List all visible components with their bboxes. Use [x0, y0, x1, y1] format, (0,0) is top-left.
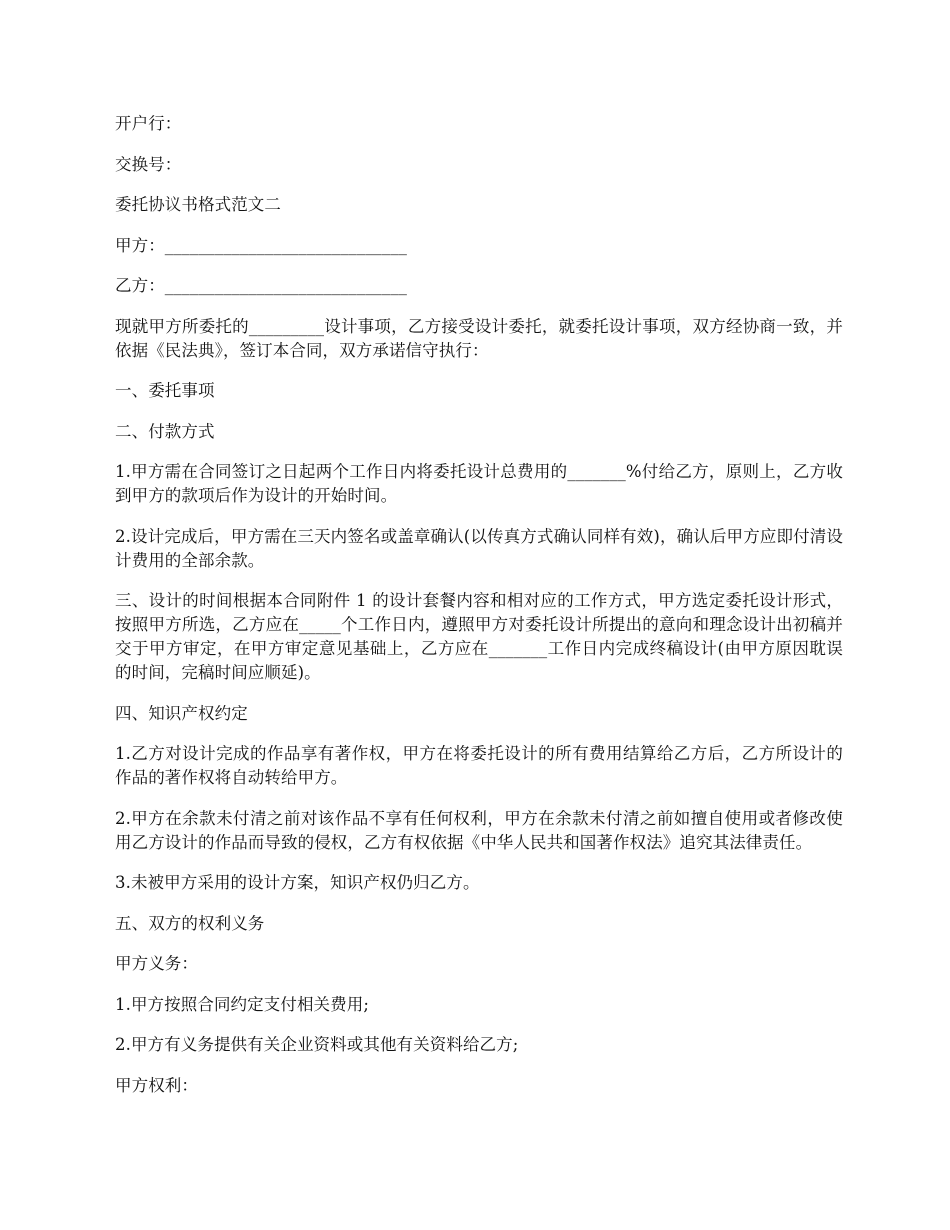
bank-line: 开户行：: [115, 114, 182, 133]
section-heading-payment: 二、付款方式: [115, 421, 215, 441]
party-a-rights-heading: 甲方权利：: [115, 1075, 198, 1095]
intro-paragraph: 现就甲方所委托的_________设计事项，乙方接受设计委托，就委托设计事项，双方经协商一致，并依据《民法典》，签订本合同，双方承诺信守执行：: [115, 316, 843, 360]
payment-clause-2: 2.设计完成后，甲方需在三天内签名或盖章确认(以传真方式确认同样有效)，确认后甲方应即付清设计费用的全部余款。: [115, 526, 843, 570]
section-heading-entrusted-matters: 一、委托事项: [115, 381, 215, 400]
ip-clause-3: 3.未被甲方采用的设计方案，知识产权仍归乙方。: [115, 873, 480, 892]
party-b-line: 乙方：_____________________________: [115, 276, 407, 295]
document-body: [115, 112, 843, 1114]
exchange-number-line: 交换号：: [115, 154, 182, 174]
party-a-duties-heading: 甲方义务：: [115, 954, 198, 973]
party-a-line: 甲方：_____________________________: [115, 235, 407, 255]
section-heading-rights-duties: 五、双方的权利义务: [115, 913, 265, 933]
ip-clause-1: 1.乙方对设计完成的作品享有著作权，甲方在将委托设计的所有费用结算给乙方后，乙方所设计的作品的著作权将自动转给甲方。: [115, 744, 843, 787]
ip-clause-2: 2.甲方在余款未付清之前对该作品不享有任何权利，甲方在余款未付清之前如擅自使用或者修改使用乙方设计的作品而导致的侵权，乙方有权依据《中华人民共和国著作权法》追究其法律责任。: [115, 808, 843, 852]
party-a-duty-2: 2.甲方有义务提供有关企业资料或其他有关资料给乙方;: [115, 1035, 519, 1054]
document-title: 委托协议书格式范文二: [115, 195, 281, 214]
section-heading-ip: 四、知识产权约定: [115, 703, 248, 723]
payment-clause-1: 1.甲方需在合同签订之日起两个工作日内将委托设计总费用的_______%付给乙方，原则上，乙方收到甲方的款项后作为设计的开始时间。: [115, 462, 843, 505]
party-a-duty-1: 1.甲方按照合同约定支付相关费用;: [115, 994, 370, 1014]
design-time-clause: 三、设计的时间根据本合同附件 1 的设计套餐内容和相对应的工作方式，甲方选定委托设计形式，按照甲方所选，乙方应在_____个工作日内，遵照甲方对委托设计所提出的意向和理念设计出初稿并交于甲方审定，在甲方审定意见基础上，乙方应在_______工作日内完成终稿设计(由甲方原因耽误的时间，完稿时间应顺延)。: [115, 591, 843, 682]
